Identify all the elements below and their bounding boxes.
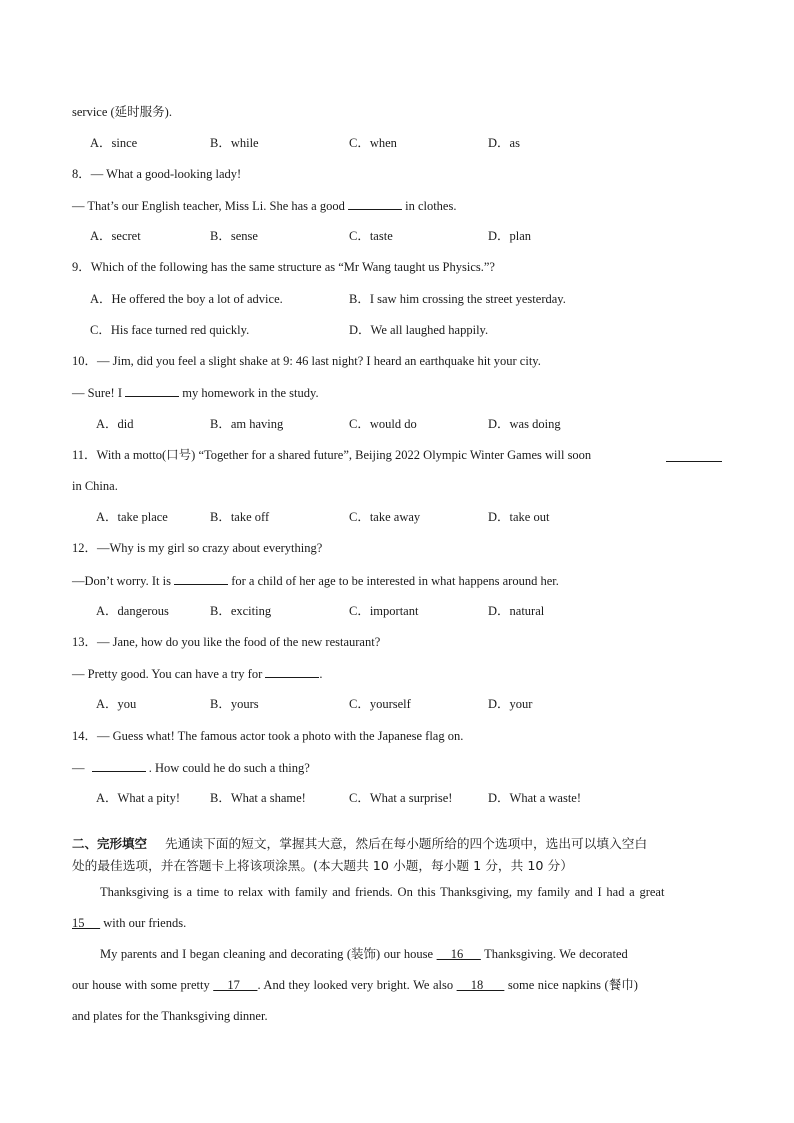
q10-option-d: D．was doing xyxy=(488,417,561,431)
q11-option-c: C．take away xyxy=(349,510,421,524)
q9-option-d: D．We all laughed happily. xyxy=(349,323,489,337)
q10-option-b: B．am having xyxy=(210,417,284,431)
q13-reply xyxy=(72,665,323,682)
q12-reply xyxy=(72,572,559,589)
q13-reply-post: . xyxy=(319,667,323,681)
q7-option-b: B．while xyxy=(210,136,259,150)
q8-option-b: B．sense xyxy=(210,229,258,243)
q9-option-b: B．I saw him crossing the street yesterday. xyxy=(349,292,566,306)
q8-reply-post: in clothes. xyxy=(401,199,457,213)
q10-stem: 10．— Jim, did you feel a slight shake at 9: 46 last night? I heard an earthquake hit your city. xyxy=(72,354,541,368)
q10-option-c: C．would do xyxy=(349,417,417,431)
q12-reply-pre: —Don’t worry. It is xyxy=(72,574,175,588)
section-instructions-line1: 先通读下面的短文，掌握其大意，然后在每小题所给的四个选项中，选出可以填入空白 xyxy=(165,836,648,851)
cloze-blank-17: 17 xyxy=(213,978,258,992)
q10-reply xyxy=(72,384,319,401)
passage-p2-line2-post: some nice napkins (餐巾) xyxy=(504,978,638,992)
passage-p1-line2-text: with our friends. xyxy=(100,916,187,930)
passage-p2-line1 xyxy=(100,946,628,962)
passage-p2-line2 xyxy=(72,977,638,993)
q14-reply-post: . How could he do such a thing? xyxy=(145,761,310,775)
q14-option-c: C．What a surprise! xyxy=(349,791,453,805)
q14-option-b: B．What a shame! xyxy=(210,791,306,805)
q13-option-c: C．yourself xyxy=(349,697,411,711)
q13-option-b: B．yours xyxy=(210,697,259,711)
q8-reply-pre: — That’s our English teacher, Miss Li. She has a good xyxy=(72,199,348,213)
q7-continuation: service (延时服务). xyxy=(72,105,172,119)
section-title: 二、完形填空 xyxy=(72,836,148,851)
q10-option-a: A．did xyxy=(96,417,134,431)
passage-p2-line2-mid: . And they looked very bright. We also xyxy=(257,978,457,992)
q14-reply-pre: — xyxy=(72,761,88,775)
q10-blank xyxy=(125,384,179,397)
q12-option-a: A．dangerous xyxy=(96,604,169,618)
q10-reply-post: my homework in the study. xyxy=(179,386,319,400)
q8-reply xyxy=(72,197,456,214)
q12-option-b: B．exciting xyxy=(210,604,272,618)
passage-p2-line2-pre: our house with some pretty xyxy=(72,978,214,992)
q8-option-a: A．secret xyxy=(90,229,141,243)
q9-option-c: C．His face turned red quickly. xyxy=(90,323,250,337)
q7-option-c: C．when xyxy=(349,136,397,150)
passage-p3: and plates for the Thanksgiving dinner. xyxy=(72,1009,268,1023)
cloze-blank-15: 15 xyxy=(72,916,101,930)
q14-option-a: A．What a pity! xyxy=(96,791,181,805)
section-instructions-line2: 处的最佳选项，并在答题卡上将该项涂黑。(本大题共 10 小题，每小题 1 分，共 10 分） xyxy=(72,858,573,873)
q12-option-d: D．natural xyxy=(488,604,545,618)
q7-option-d: D．as xyxy=(488,136,520,150)
q11-option-d: D．take out xyxy=(488,510,550,524)
q14-reply xyxy=(72,759,310,776)
cloze-blank-18: 18 xyxy=(456,978,505,992)
passage-p2-line1-pre: My parents and I began cleaning and decorating (装饰) our house xyxy=(100,947,437,961)
cloze-blank-16: 16 xyxy=(436,947,481,961)
passage-p1-line2 xyxy=(72,915,186,931)
q10-reply-pre: — Sure! I xyxy=(72,386,126,400)
q14-stem: 14．— Guess what! The famous actor took a photo with the Japanese flag on. xyxy=(72,729,464,743)
q8-blank xyxy=(348,197,402,210)
q8-stem: 8．— What a good-looking lady! xyxy=(72,167,242,181)
q13-blank xyxy=(265,665,319,678)
passage-p2-line1-post: Thanksgiving. We decorated xyxy=(480,947,628,961)
q13-option-a: A．you xyxy=(96,697,137,711)
q13-reply-pre: — Pretty good. You can have a try for xyxy=(72,667,266,681)
q13-option-d: D．your xyxy=(488,697,533,711)
q9-stem: 9．Which of the following has the same structure as “Mr Wang taught us Physics.”? xyxy=(72,260,495,274)
q11-blank xyxy=(666,449,722,462)
passage-p1-line1: Thanksgiving is a time to relax with family and friends. On this Thanksgiving, my family and I had a great xyxy=(100,885,665,899)
q11-stem: 11．With a motto(口号) “Together for a shared future”, Beijing 2022 Olympic Winter Games will soon xyxy=(72,448,592,462)
q12-option-c: C．important xyxy=(349,604,419,618)
q14-option-d: D．What a waste! xyxy=(488,791,582,805)
section-heading xyxy=(72,836,647,852)
q11-option-b: B．take off xyxy=(210,510,270,524)
q11-option-a: A．take place xyxy=(96,510,168,524)
q12-reply-post: for a child of her age to be interested in what happens around her. xyxy=(228,574,559,588)
q7-option-a: A．since xyxy=(90,136,138,150)
q12-blank xyxy=(174,572,228,585)
q11-stem-cont: in China. xyxy=(72,479,118,493)
q14-blank xyxy=(92,759,146,772)
q13-stem: 13．— Jane, how do you like the food of the new restaurant? xyxy=(72,635,381,649)
q8-option-c: C．taste xyxy=(349,229,393,243)
q9-option-a: A．He offered the boy a lot of advice. xyxy=(90,292,283,306)
q12-stem: 12．—Why is my girl so crazy about everything? xyxy=(72,541,323,555)
q8-option-d: D．plan xyxy=(488,229,532,243)
